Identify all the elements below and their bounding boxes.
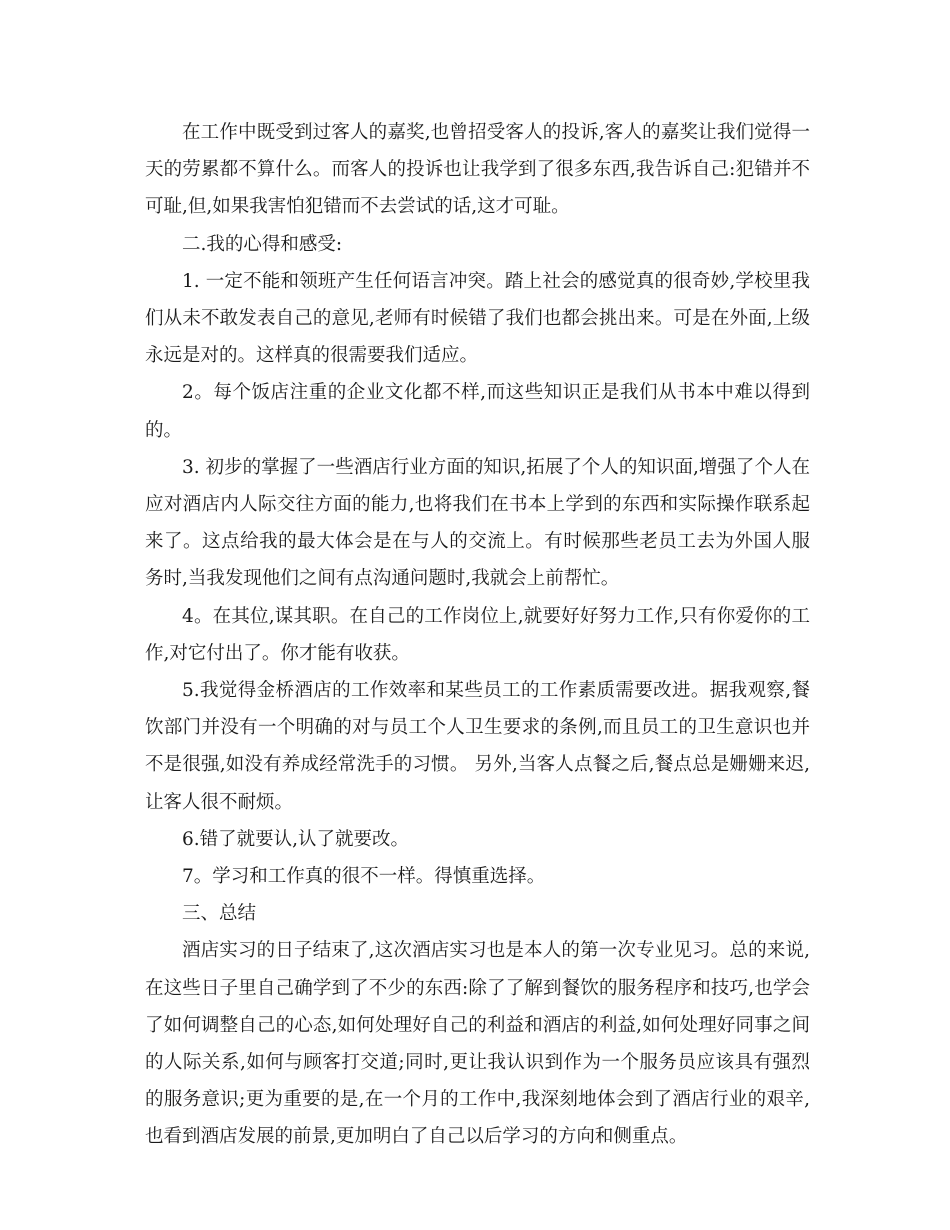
paragraph-summary: 酒店实习的日子结束了,这次酒店实习也是本人的第一次专业见习。总的来说,在这些日子里自己确学到了不少的东西:除了了解到餐饮的服务程序和技巧,也学会了如何调整自己的心态,如何处理好自己的利益和酒店的利益,如何处理好同事之间的人际关系,如何与顾客打交道;同时,更让我认识到作为一个服务员应该具有强烈的服务意识;更为重要的是,在一个月的工作中,我深刻地体会到了酒店行业的艰辛,也看到酒店发展的前景,更加明白了自己以后学习的方向和侧重点。 <box>145 940 810 1148</box>
document-body <box>145 114 810 1156</box>
section-heading-experience: 二.我的心得和感受: <box>182 233 343 255</box>
paragraph-point-7: 7。学习和工作真的很不一样。得慎重选择。 <box>182 866 546 888</box>
paragraph-point-1: 1. 一定不能和领班产生任何语言冲突。踏上社会的感觉真的很奇妙,学校里我们从未不敢发表自己的意见,老师有时候错了我们也都会挑出来。可是在外面,上级永远是对的。这样真的很需要我们适应。 <box>145 270 810 367</box>
section-heading-summary: 三、总结 <box>182 903 257 925</box>
paragraph-point-4: 4。在其位,谋其职。在自己的工作岗位上,就要好好努力工作,只有你爱你的工作,对它付出了。你才能有收获。 <box>145 605 810 664</box>
paragraph-point-2: 2。每个饭店注重的企业文化都不样,而这些知识正是我们从书本中难以得到的。 <box>145 382 810 441</box>
paragraph-praise-and-complaints: 在工作中既受到过客人的嘉奖,也曾招受客人的投诉,客人的嘉奖让我们觉得一天的劳累都不算什么。而客人的投诉也让我学到了很多东西,我告诉自己:犯错并不可耻,但,如果我害怕犯错而不去尝试的话,这才可耻。 <box>145 122 810 218</box>
paragraph-point-6: 6.错了就要认,认了就要改。 <box>182 828 410 850</box>
paragraph-point-3: 3. 初步的掌握了一些酒店行业方面的知识,拓展了个人的知识面,增强了个人在应对酒店内人际交往方面的能力,也将我们在书本上学到的东西和实际操作联系起来了。这点给我的最大体会是在与人的交流上。有时候那些老员工去为外国人服务时,当我发现他们之间有点沟通问题时,我就会上前帮忙。 <box>145 456 810 590</box>
paragraph-point-5: 5.我觉得金桥酒店的工作效率和某些员工的工作素质需要改进。据我观察,餐饮部门并没有一个明确的对与员工个人卫生要求的条例,而且员工的卫生意识也并不是很强,如没有养成经常洗手的习惯。 另外,当客人点餐之后,餐点总是姗姗来迟,让客人很不耐烦。 <box>145 680 810 813</box>
